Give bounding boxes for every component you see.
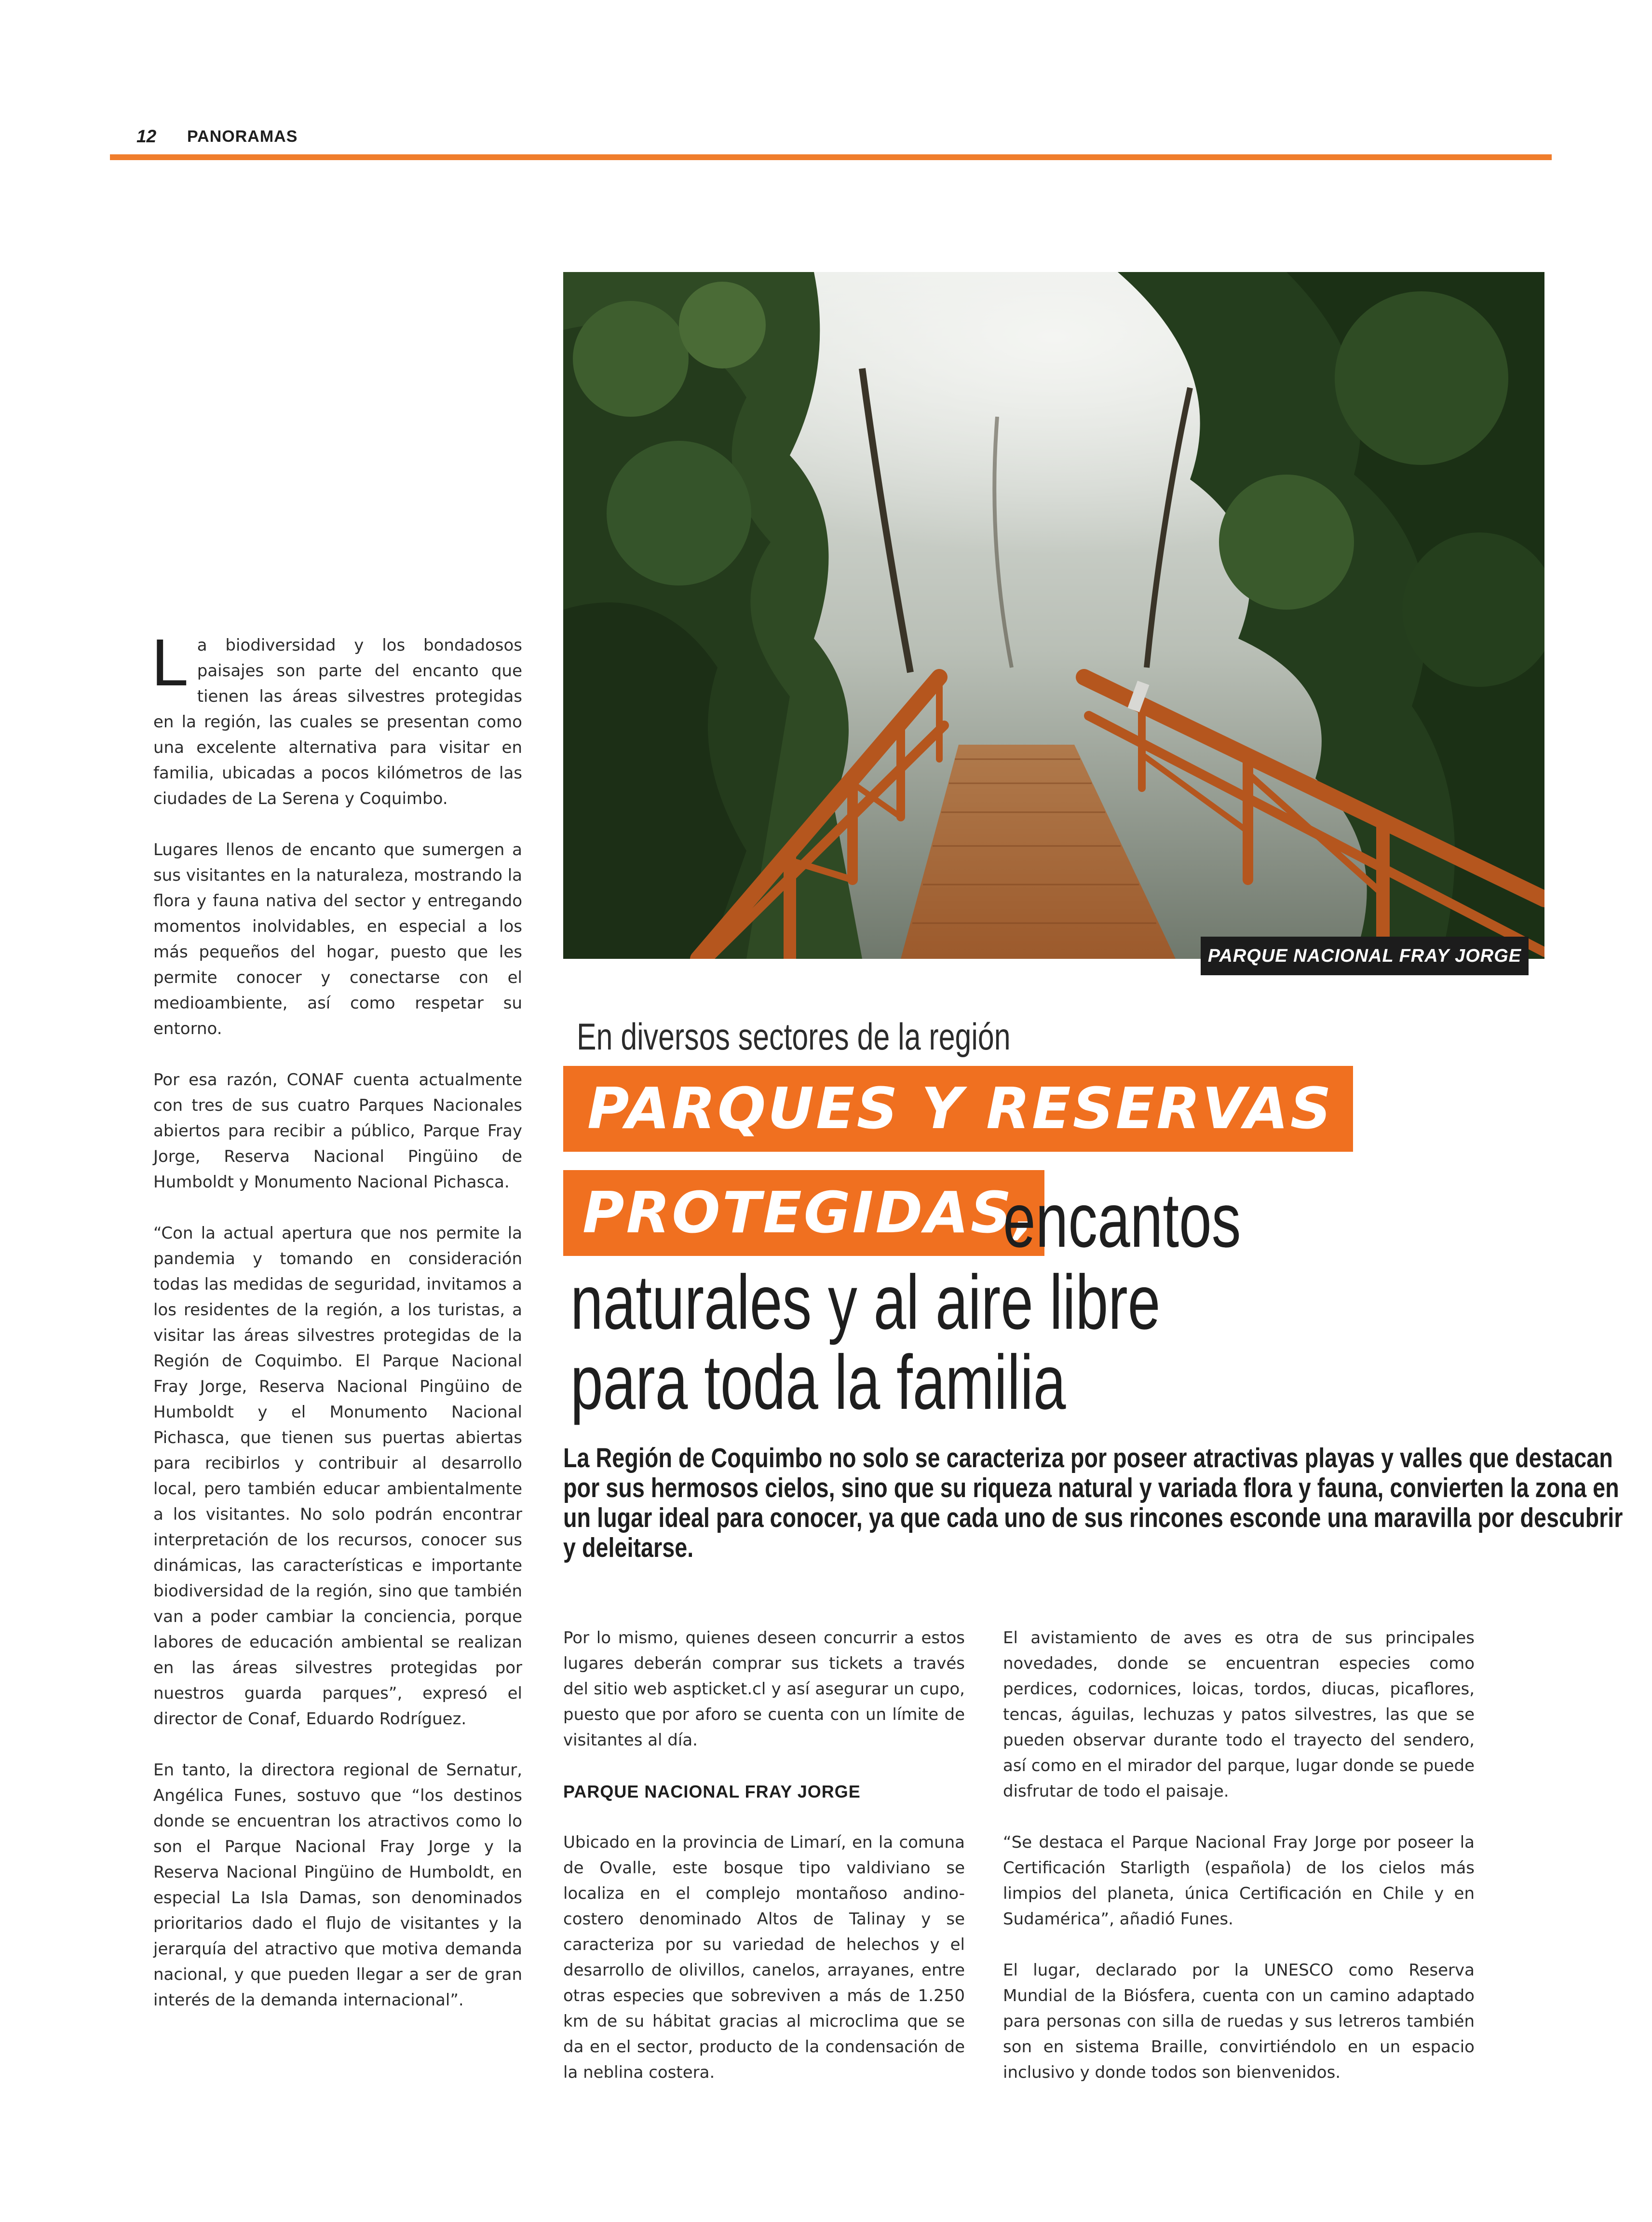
headline-kicker: En diversos sectores de la región bbox=[577, 1015, 1011, 1058]
paragraph: En tanto, la directora regional de Sernatur, Angélica Funes, sostuvo que “los destinos donde se encuentran los atractivos como lo son el Parque Nacional Fray Jorge y la Reserva Nacional Pingüino de Humboldt, en especial La Isla Damas, son denominados prioritarios dado el flujo de visitantes y la jerarquía del atractivo que motiva demanda nacional, y que pueden llegar a ser de gran interés de la demanda internacional”. bbox=[153, 1760, 522, 2010]
forest-boardwalk-illustration bbox=[563, 272, 1544, 959]
paragraph-text: a biodiversidad y los bondadosos paisajes son parte del encanto que tienen las áreas silvestres protegidas en la región, las cuales se presentan como una excelente alternativa para visitar en familia, ubicadas a pocos kilómetros de las ciudades de La Serena y Coquimbo. bbox=[153, 636, 522, 808]
page-number: 12 bbox=[136, 126, 157, 146]
headline-line-2: naturales y al aire libre bbox=[570, 1259, 1161, 1345]
headline-band-1: PARQUES Y RESERVAS bbox=[563, 1066, 1353, 1152]
paragraph: Lugares llenos de encanto que sumergen a sus visitantes en la naturaleza, mostrando la flora y fauna nativa del sector y entregando momentos inolvidables, en especial a los más pequeños del hogar, puesto que les permite conocer y conectarse con el medioambiente, así como respetar su entorno. bbox=[153, 840, 522, 1038]
lead-line: un lugar ideal para conocer, ya que cada uno de sus rincones esconde una maravilla por descubrir bbox=[563, 1502, 1623, 1533]
paragraph bbox=[151, 626, 522, 812]
drop-cap: L bbox=[151, 626, 189, 700]
lead-line: por sus hermosos cielos, sino que su riqueza natural y variada flora y fauna, convierten la zona en bbox=[563, 1472, 1619, 1503]
article-column-2 bbox=[563, 1625, 965, 2111]
paragraph: El lugar, declarado por la UNESCO como Reserva Mundial de la Biósfera, cuenta con un camino adaptado para personas con silla de ruedas y sus letreros también son en sistema Braille, convirtiéndolo en un espacio inclusivo y donde todos son bienvenidos. bbox=[1003, 1961, 1475, 2082]
lead-line: y deleitarse. bbox=[563, 1532, 694, 1563]
lead-line: La Región de Coquimbo no solo se caracteriza por poseer atractivas playas y valles que destacan bbox=[563, 1443, 1613, 1473]
lead-paragraph bbox=[563, 1443, 1623, 1563]
article-column-1 bbox=[151, 626, 522, 2039]
paragraph: Ubicado en la provincia de Limarí, en la comuna de Ovalle, este bosque tipo valdiviano se localiza en el complejo montañoso andino-costero denominado Altos de Talinay y se caracteriza por su variedad de helechos y el desarrollo de olivillos, canelos, arrayanes, entre otras especies que sobreviven a más de 1.250 km de su hábitat gracias al microclima que se da en el sector, producto de la condensación de la neblina costera. bbox=[563, 1833, 965, 2082]
paragraph: El avistamiento de aves es otra de sus principales novedades, donde se encuentran especies como perdices, codornices, loicas, tordos, diucas, picaflores, tencas, águilas, lechuzas y patos silvestres, las que se pueden observar durante todo el trayecto del sendero, así como en el mirador del parque, lugar donde se puede disfrutar de todo el paisaje. bbox=[1003, 1628, 1475, 1801]
paragraph: Por esa razón, CONAF cuenta actualmente con tres de sus cuatro Parques Nacionales abiertos para recibir a público, Parque Fray Jorge, Reserva Nacional Pingüino de Humboldt y Monumento Nacional Pichasca. bbox=[153, 1070, 522, 1192]
subheading: PARQUE NACIONAL FRAY JORGE bbox=[563, 1782, 861, 1801]
header-rule bbox=[110, 154, 1552, 160]
headline-line-1-tail: encantos bbox=[1003, 1177, 1241, 1263]
article-column-3 bbox=[1003, 1625, 1475, 2111]
forest-boardwalk-photo bbox=[563, 272, 1544, 959]
photo-caption: PARQUE NACIONAL FRAY JORGE bbox=[1201, 937, 1529, 975]
headline-line-3: para toda la familia bbox=[570, 1339, 1066, 1425]
paragraph: “Con la actual apertura que nos permite la pandemia y tomando en consideración todas las medidas de seguridad, invitamos a los residentes de la región, a los turistas, a visitar las áreas silvestres protegidas de la Región de Coquimbo. El Parque Nacional Fray Jorge, Reserva Nacional Pingüino de Humboldt y el Monumento Nacional Pichasca, que tienen sus puertas abiertas para recibirlos y contribuir al desarrollo local, pero también educar ambientalmente a los visitantes. No solo podrán encontrar interpretación de los recursos, conocer sus dinámicas, las características e importante biodiversidad de la región, sino que también van a poder cambiar la conciencia, porque labores de educación ambiental se realizan en las áreas silvestres protegidas por nuestros guarda parques”, expresó el director de Conaf, Eduardo Rodríguez. bbox=[153, 1224, 522, 1729]
paragraph: “Se destaca el Parque Nacional Fray Jorge por poseer la Certificación Starligth (española) de los cielos más limpios del planeta, única Certificación en Chile y en Sudamérica”, añadió Funes. bbox=[1003, 1833, 1475, 1929]
headline-band-2: PROTEGIDAS, bbox=[563, 1170, 1044, 1256]
paragraph: Por lo mismo, quienes deseen concurrir a estos lugares deberán comprar sus tickets a través del sitio web aspticket.cl y así asegurar un cupo, puesto que por aforo se cuenta con un límite de visitantes al día. bbox=[563, 1628, 965, 1750]
section-name: PANORAMAS bbox=[187, 127, 298, 146]
